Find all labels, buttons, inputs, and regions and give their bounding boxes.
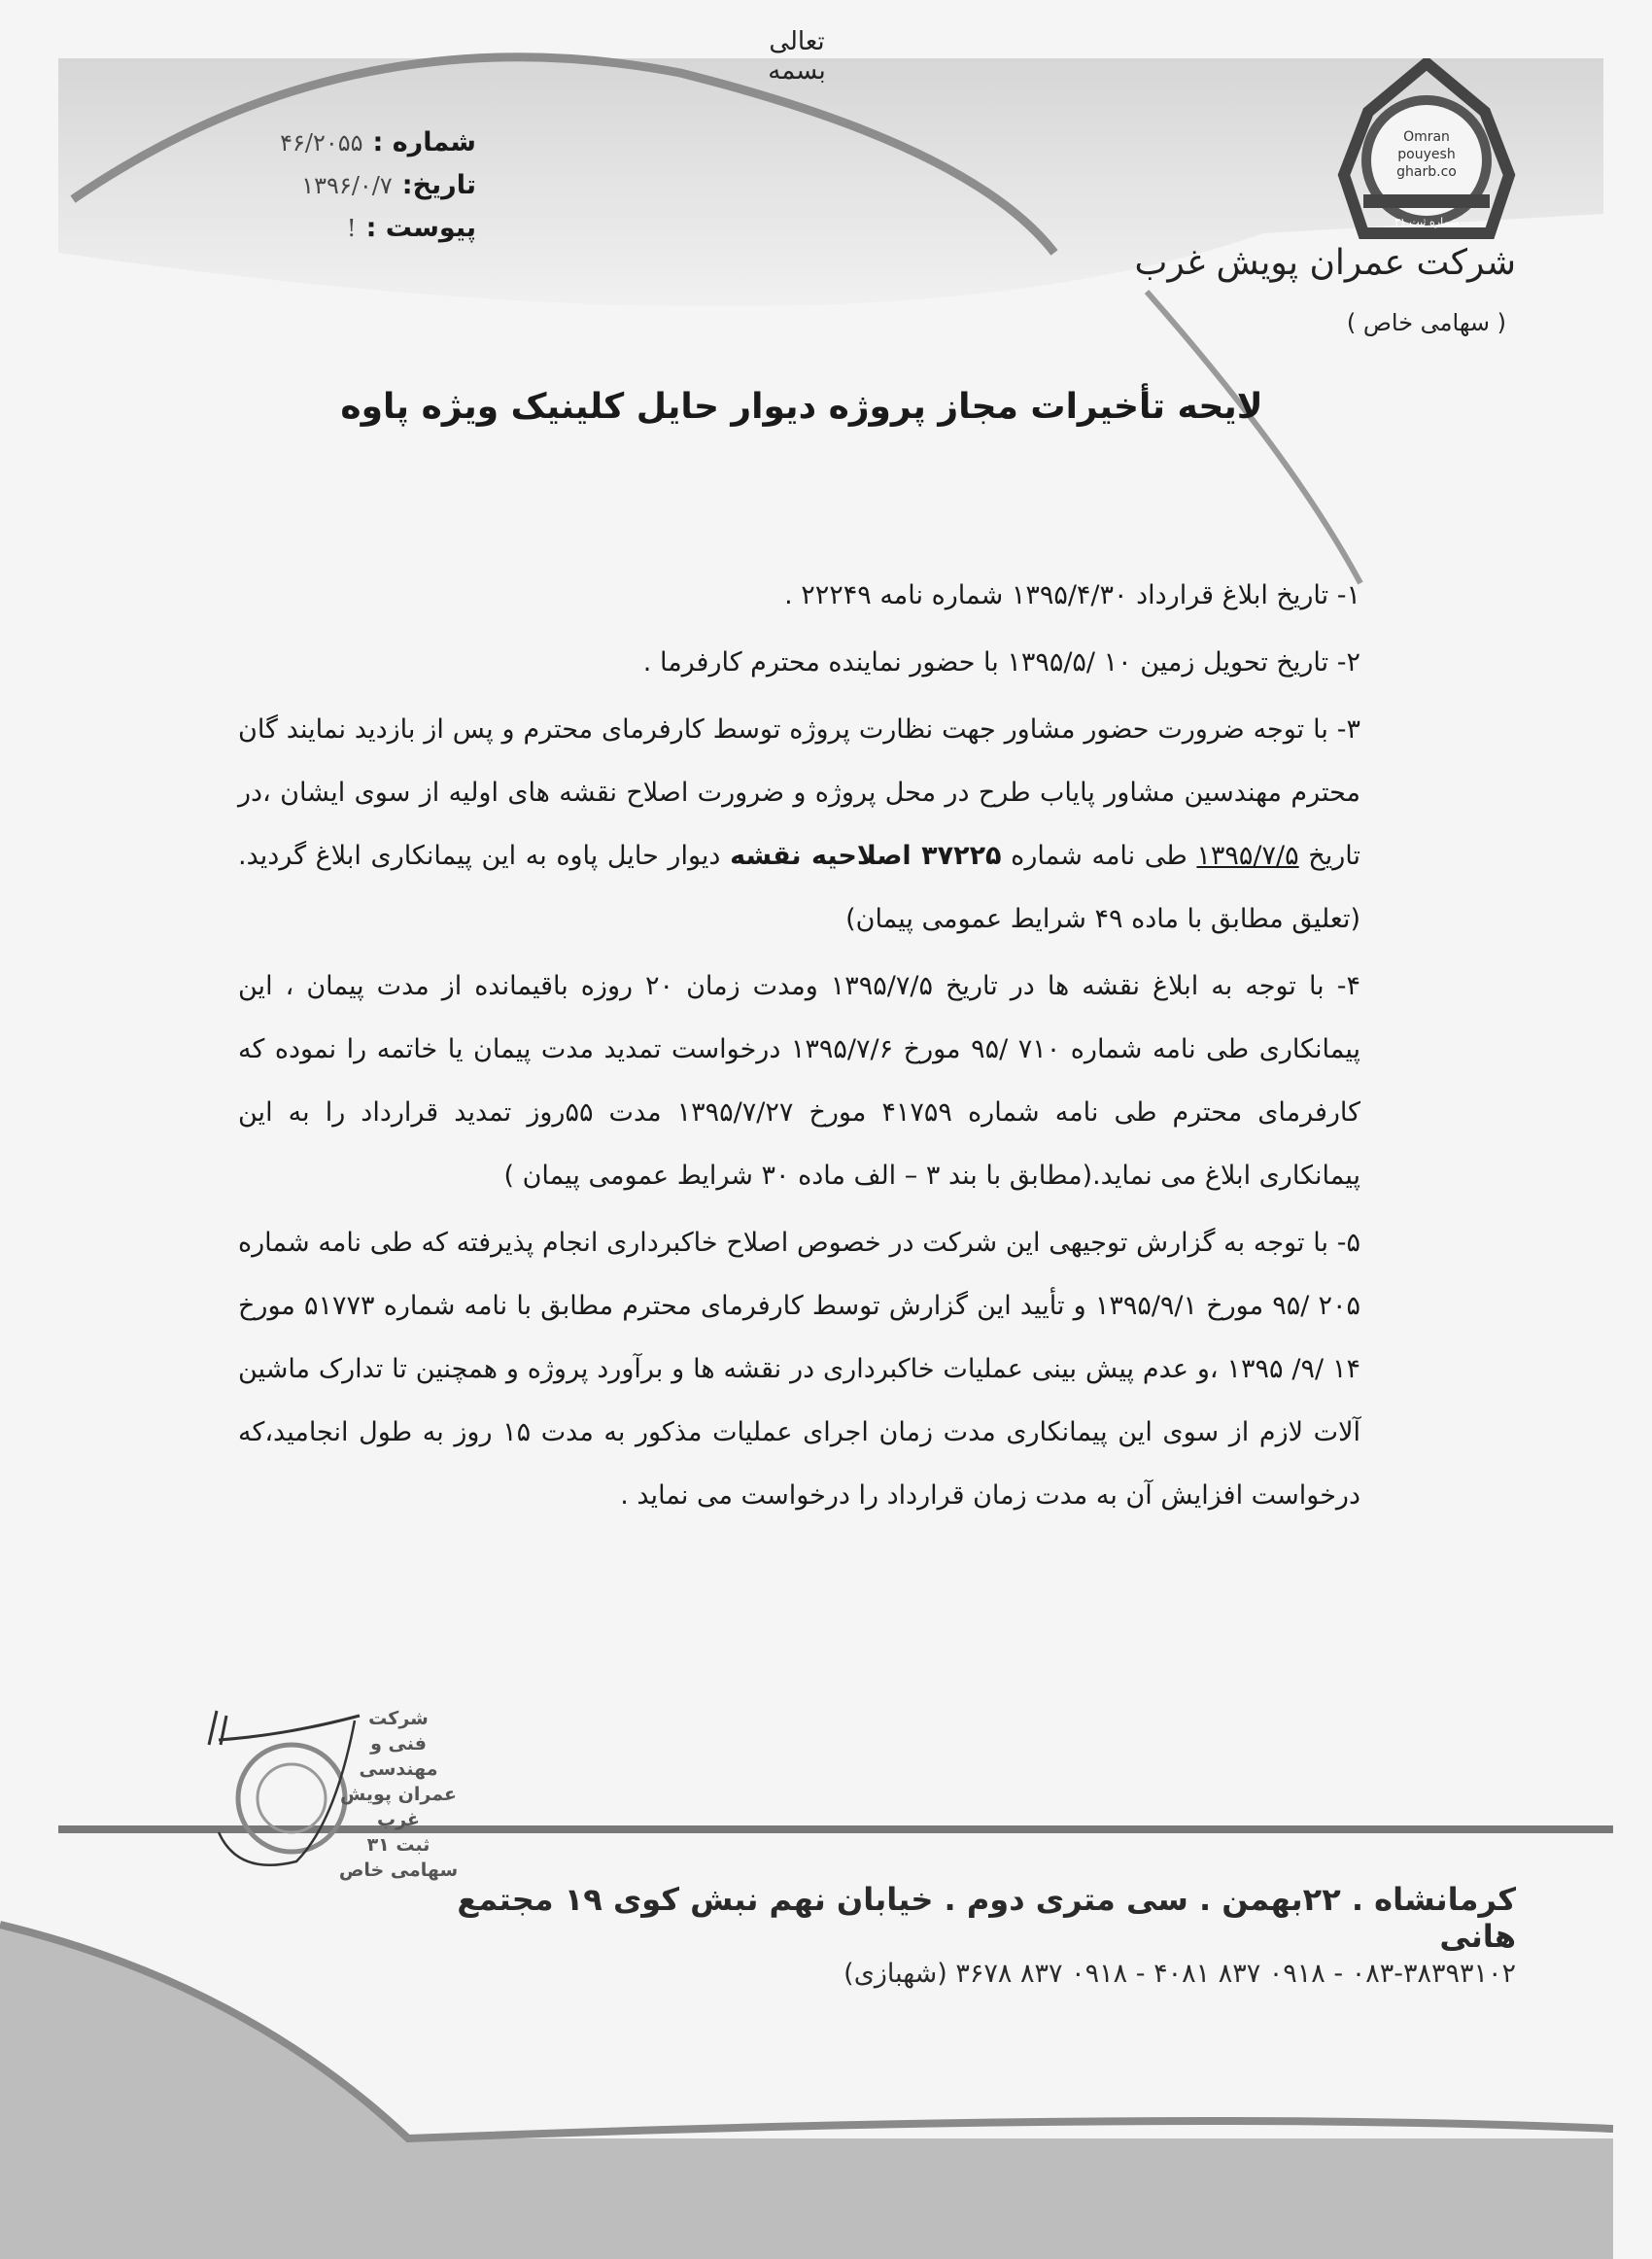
- attachment-value: !: [346, 215, 357, 242]
- item-3: [238, 698, 1360, 951]
- attachment-row: [224, 207, 476, 250]
- stamp-line-1: شرکت: [368, 1708, 429, 1729]
- company-type: ( سهامی خاص ): [1346, 309, 1506, 336]
- stamp-line-4: ثبت ۳۱ سهامی خاص: [338, 1834, 459, 1881]
- item-3-text-c: دیوار حایل پاوه به این پیمانکاری ابلاغ گردید.(تعلیق مطابق با ماده ۴۹ شرایط عمومی پیمان): [238, 841, 1360, 934]
- item-3-date: ۱۳۹۵/۷/۵: [1196, 841, 1299, 871]
- item-3-text-b: طی نامه شماره: [1001, 841, 1197, 871]
- letter-meta: [224, 122, 476, 250]
- item-3-text-a: ۳- با توجه ضرورت حضور مشاور جهت نظارت پروژه توسط کارفرمای محترم و پس از بازدید نمایند گان محترم مهندسین مشاور پایاب طرح در محل پروژه و ضرورت اصلاح نقشه های اولیه از سوی ایشان ،در تاریخ: [238, 714, 1361, 871]
- number-value: ۴۶/۲۰۵۵: [280, 129, 363, 156]
- bismillah-heading: [719, 27, 875, 86]
- logo-text-2: pouyesh: [1397, 147, 1456, 162]
- number-row: [224, 122, 476, 164]
- company-name: شرکت عمران پویش غرب: [1134, 243, 1516, 283]
- bismillah-line-2: بسمه: [768, 56, 826, 86]
- stamp-line-3: عمران پویش غرب: [340, 1784, 457, 1830]
- footer-address: کرمانشاه . ۲۲بهمن . سی متری دوم . خیابان نهم نبش کوی ۱۹ مجتمع هانی: [457, 1881, 1516, 1955]
- item-2: ۲- تاریخ تحویل زمین ۱۰ /۱۳۹۵/۵ با حضور نماینده محترم کارفرما .: [642, 647, 1360, 678]
- footer-phones: ۰۸۳-۳۸۳۹۳۱۰۲ - ۰۹۱۸ ۸۳۷ ۴۰۸۱ - ۰۹۱۸ ۸۳۷ ۳۶۷۸ (شهبازی): [843, 1959, 1516, 1989]
- bismillah-line-1: تعالی: [769, 27, 825, 56]
- company-logo: [1329, 58, 1524, 253]
- logo-text-1: Omran: [1403, 129, 1450, 145]
- date-value: ۱۳۹۶/۰/۷: [301, 172, 393, 199]
- item-5: ۵- با توجه به گزارش توجیهی این شرکت در خصوص اصلاح خاکبرداری انجام پذیرفته که طی نامه شماره ۲۰۵ /۹۵ مورخ ۱۳۹۵/۹/۱ و تأیید این گزارش توسط کارفرمای محترم مطابق با نامه شماره ۵۱۷۷۳ مورخ ۱۴ /۹/ ۱۳۹۵ ،و عدم پیش بینی عملیات خاکبرداری در نقشه ها و برآورد پروژه و همچنین تا تدارک ماشین آلات لازم از سوی این پیمانکاری مدت زمان اجرای عملیات مذکور به مدت ۱۵ روز به طول انجامید،که درخواست افزایش آن به مدت زمان قرارداد را درخواست می نماید .: [238, 1228, 1360, 1511]
- stamp-text: [335, 1706, 462, 1883]
- document-body: [238, 564, 1360, 1531]
- logo-text-4: شماره ثبت ۳۱: [1394, 216, 1460, 228]
- number-label: شماره :: [372, 127, 476, 157]
- item-1: ۱- تاریخ ابلاغ قرارداد ۱۳۹۵/۴/۳۰ شماره نامه ۲۲۲۴۹ .: [784, 580, 1360, 610]
- item-4: ۴- با توجه به ابلاغ نقشه ها در تاریخ ۱۳۹۵/۷/۵ ومدت زمان ۲۰ روزه باقیمانده از مدت پیمان ، این پیمانکاری طی نامه شماره ۷۱۰ /۹۵ مورخ ۱۳۹۵/۷/۶ درخواست تمدید مدت پیمان یا خاتمه را نموده که کارفرمای محترم طی نامه شماره ۴۱۷۵۹ مورخ ۱۳۹۵/۷/۲۷ مدت ۵۵روز تمدید قرارداد را به این پیمانکاری ابلاغ می نماید.(مطابق با بند ۳ – الف ماده ۳۰ شرایط عمومی پیمان ): [238, 971, 1361, 1191]
- document-title: لایحه تأخیرات مجاز پروژه دیوار حایل کلینیک ویژه پاوه: [340, 387, 1263, 427]
- logo-text-3: gharb.co: [1396, 164, 1457, 180]
- date-row: [224, 164, 476, 207]
- stamp-line-2: فنی و مهندسی: [359, 1733, 438, 1780]
- item-3-bold: ۳۷۲۲۵ اصلاحیه نقشه: [730, 841, 1002, 871]
- date-label: تاریخ:: [401, 170, 476, 200]
- attachment-label: پیوست :: [365, 213, 476, 243]
